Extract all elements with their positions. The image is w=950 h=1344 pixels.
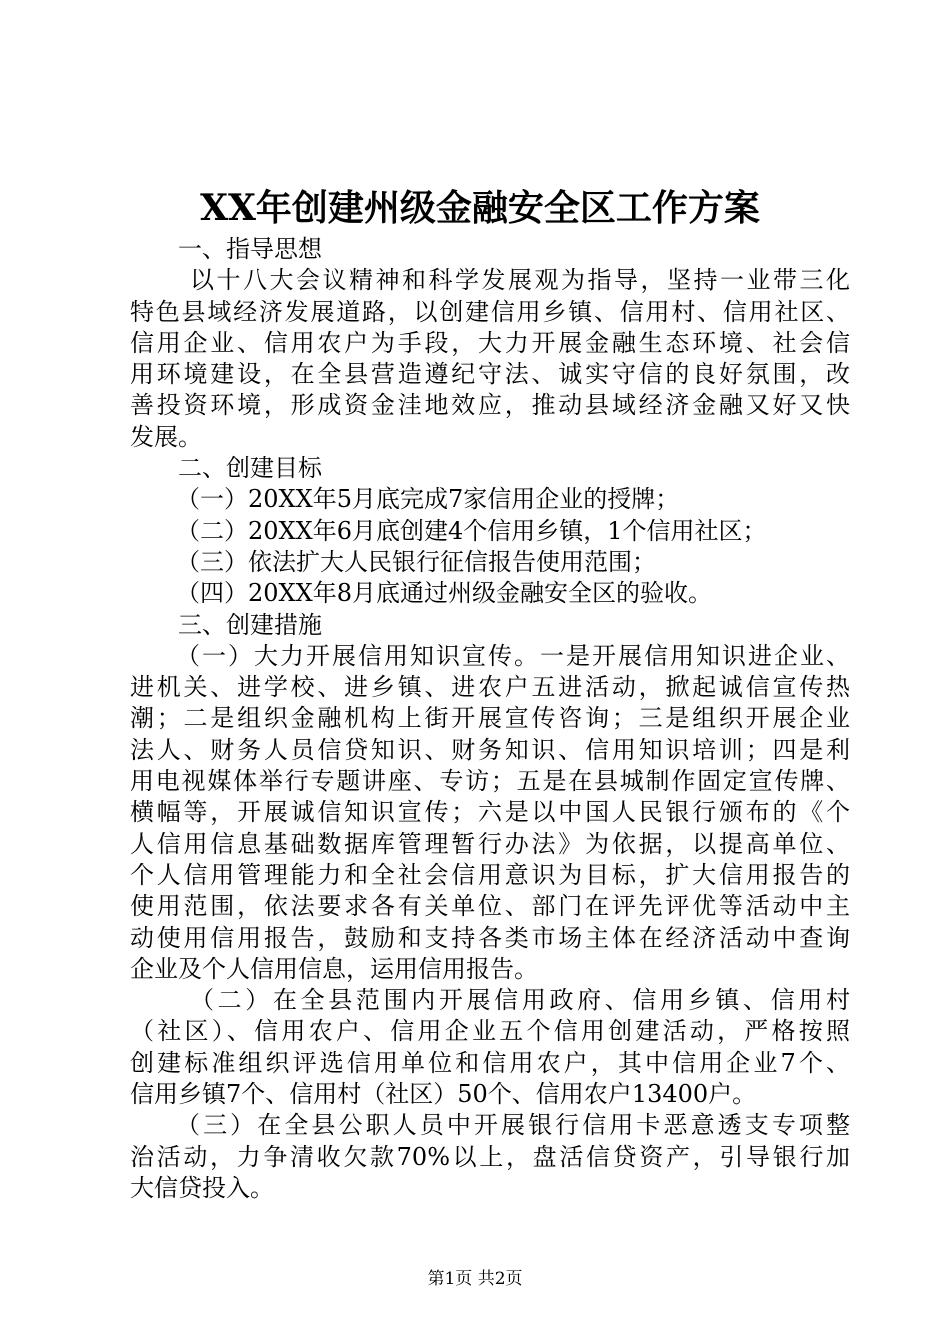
paragraph-measure-2 — [130, 985, 850, 1110]
paragraph-measure-3 — [130, 1110, 850, 1204]
goals-list — [130, 484, 850, 609]
paragraph-line: 人信用信息基础数据库管理暂行办法》为依据，以提高单位、 — [130, 829, 850, 858]
paragraph-line: 进机关、进学校、进乡镇、进农户五进活动，掀起诚信宣传热 — [130, 673, 850, 702]
paragraph-line: 使用范围，依法要求各有关单位、部门在评先评优等活动中主 — [130, 892, 850, 921]
paragraph-line: 创建标准组织评选信用单位和信用农户，其中信用企业7个、 — [130, 1048, 850, 1077]
paragraph-line: （三）在全县公职人员中开展银行信用卡恶意透支专项整 — [176, 1111, 850, 1140]
paragraph-line: 信用乡镇7个、信用村（社区）50个、信用农户13400户。 — [130, 1080, 757, 1109]
paragraph-line: 用电视媒体举行专题讲座、专访；五是在县城制作固定宣传牌、 — [130, 767, 850, 796]
paragraph-line: 大信贷投入。 — [130, 1173, 274, 1202]
goal-item: （一）20XX年5月底完成7家信用企业的授牌； — [176, 485, 680, 514]
paragraph-line: 信用企业、信用农户为手段，大力开展金融生态环境、社会信 — [130, 328, 850, 357]
paragraph-line: 用环境建设，在全县营造遵纪守法、诚实守信的良好氛围，改 — [130, 360, 850, 389]
goal-item: （三）依法扩大人民银行征信报告使用范围； — [176, 547, 656, 576]
paragraph-line: 法人、财务人员信贷知识、财务知识、信用知识培训；四是利 — [130, 735, 850, 764]
paragraph-line: 动使用信用报告，鼓励和支持各类市场主体在经济活动中查询 — [130, 923, 850, 952]
goal-item: （二）20XX年6月底创建4个信用乡镇，1个信用社区； — [176, 516, 767, 545]
document-title: XX年创建州级金融安全区工作方案 — [200, 187, 760, 229]
section-heading-guiding-ideology: 一、指导思想 — [178, 235, 322, 263]
paragraph-line: （二）在全县范围内开展信用政府、信用乡镇、信用村 — [190, 986, 850, 1015]
paragraph-line: 发展。 — [130, 422, 202, 451]
paragraph-line: 特色县域经济发展道路，以创建信用乡镇、信用村、信用社区、 — [130, 297, 850, 326]
paragraph-line: 个人信用管理能力和全社会信用意识为目标，扩大信用报告的 — [130, 860, 850, 889]
goal-item: （四）20XX年8月底通过州级金融安全区的验收。 — [176, 579, 712, 608]
document-body — [130, 234, 850, 1204]
paragraph-guiding-ideology — [130, 265, 850, 453]
section-heading-goals: 二、创建目标 — [178, 454, 322, 483]
paragraph-line: （社区）、信用农户、信用企业五个信用创建活动，严格按照 — [130, 1017, 850, 1046]
paragraph-line: 企业及个人信用信息，运用信用报告。 — [130, 954, 538, 983]
paragraph-line: 以十八大会议精神和科学发展观为指导，坚持一业带三化 — [190, 266, 850, 295]
page-footer: 第1页 共2页 — [427, 1269, 523, 1289]
paragraph-line: 潮；二是组织金融机构上街开展宣传咨询；三是组织开展企业 — [130, 704, 850, 733]
paragraph-line: 横幅等，开展诚信知识宣传；六是以中国人民银行颁布的《个 — [130, 798, 850, 827]
paragraph-line: 善投资环境，形成资金洼地效应，推动县域经济金融又好又快 — [130, 391, 850, 420]
paragraph-line: 治活动，力争清收欠款70%以上，盘活信贷资产，引导银行加 — [130, 1142, 850, 1171]
paragraph-measure-1 — [130, 641, 850, 985]
section-heading-measures: 三、创建措施 — [178, 610, 322, 639]
paragraph-line: （一）大力开展信用知识宣传。一是开展信用知识进企业、 — [176, 641, 850, 670]
